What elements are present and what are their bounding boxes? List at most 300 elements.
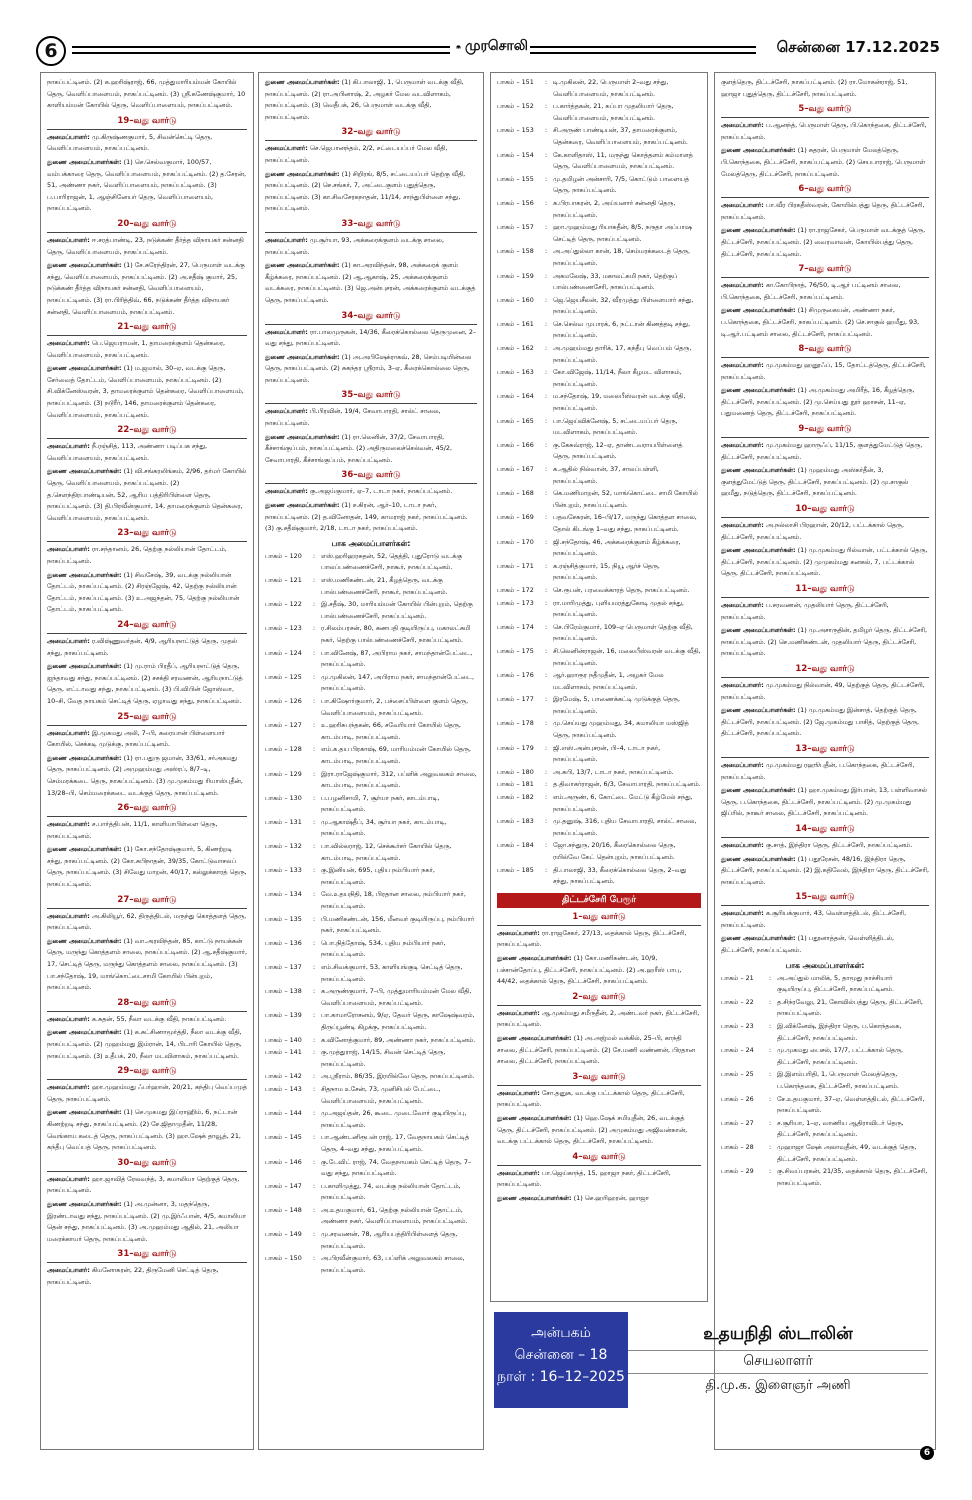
- deputies-details: (1) ச.கிரன், ஆர்–10, டாடா நகர், நாகப்பட்டினம். (2) த.வினோதன், 149, காமராஜ் நகர், நாகப்பட்டினம். (3) கு.சதீஷ்குமார், 2/18, டாடா நகர், நாகப்பட்டினம்.: [265, 501, 468, 533]
- booth-colon: :: [545, 695, 548, 704]
- booth-number: பாகம் – 185: [497, 865, 534, 874]
- organizer-details: செ.ஜெபானந்தம், 2/2, சட்டையப்பர் மேல வீதி, நாகப்பட்டினம்.: [265, 144, 448, 164]
- ward-heading: 3–வது வார்டு: [497, 1072, 701, 1086]
- booth-organizer: எம்.க.தய பிரகாஷ், 69, மாரியம்மன் கோயில் தெரு, காடம்பாடி, நாகப்பட்டினம்.: [321, 745, 471, 765]
- deputies-details: (1) மு.முகம்மது இன்சாத், தெற்குத் தெரு, திட்டச்சேரி, நாகப்பட்டினம். (2) ஜே.முகம்மது பாசித், தெற்குத் தெரு, திட்டச்சேரி, நாகப்பட்டினம்.: [721, 706, 920, 738]
- deputies-label: துணை அமைப்பாளர்கள்:: [721, 146, 796, 155]
- deputies-details: குளத்தெரு, திட்டச்சேரி, நாகப்பட்டினம். (2) ரா.மோகன்ராஜ், 51, ஹாஜா புதுத்தெரு, திட்டச்சேரி, நாகப்பட்டினம்.: [721, 78, 908, 98]
- organizer-label: அமைப்பாளர்:: [497, 928, 540, 937]
- ward-organizer: [721, 280, 929, 303]
- ward-organizer: [265, 406, 477, 429]
- deputies-label: துணை அமைப்பாளர்கள்:: [497, 1033, 572, 1042]
- booth-colon: :: [313, 1181, 316, 1190]
- deputies-label: துணை அமைப்பாளர்கள்:: [721, 226, 796, 235]
- booth-organizer: செ.ரூபன், பரவைக்காரத் தெரு, நாகப்பட்டினம்.: [553, 585, 690, 594]
- booth-colon: :: [313, 1254, 316, 1263]
- booth-organizer: கு.டேவிட் ராஜ், 74, வேதநாயகம் செட்டித் தெரு, 7–வது சந்து, நாகப்பட்டினம்.: [321, 1157, 472, 1178]
- deputies-label: துணை அமைப்பாளர்கள்:: [721, 466, 796, 475]
- booth-colon: :: [313, 793, 316, 802]
- booth-organizer: பதவசேகரன், 16–பி/17, மருந்து கொத்தள சாலை, தோல் கிடங்கு 1–வது சந்து, நாகப்பட்டினம்.: [553, 513, 697, 533]
- booth-number: பாகம் – 135: [265, 914, 302, 923]
- deputies-details: (1) சுதரன், பெருமாள் மேலத்தெரு, பி.கொந்தகை, திட்டச்சேரி, நாகப்பட்டினம். (2) செயபாராஜ், பெருமாள் மேலத்தெரு, திட்டச்சேரி, நாகப்பட்டினம்.: [721, 146, 926, 178]
- ad-line-1: அன்பகம்: [531, 1325, 591, 1341]
- organizer-label: அமைப்பாளர்:: [47, 1083, 90, 1092]
- ad-address-box: [494, 1312, 628, 1408]
- booth-organizer: ச.சூரியா, 1–ஏ, வாணிய ஆதிராவிடர் தெரு, திட்டச்சேரி, நாகப்பட்டினம்.: [777, 1118, 904, 1139]
- ward-deputies: [497, 1193, 701, 1205]
- booth-number: பாகம் – 125: [265, 672, 302, 681]
- booth-row: [265, 575, 477, 598]
- ward-heading: 29–வது வார்டு: [47, 1066, 247, 1080]
- booth-row: [497, 391, 701, 414]
- deputies-label: துணை அமைப்பாளர்கள்:: [721, 934, 796, 943]
- ward-organizer: [47, 819, 247, 842]
- booth-colon: :: [313, 938, 316, 947]
- organizer-details: பா.வீர பிரகதீஸ்வரன், கோயில்பத்து தெரு, திட்டச்சேரி, நாகப்பட்டினம்.: [721, 201, 925, 221]
- booth-number: பாகம் – 182: [497, 793, 534, 802]
- booth-organizer: கெ.மணிமாறன், 52, மாங்கொட்டை சாமி கோயில் பின்புறம், நாகப்பட்டினம்.: [553, 489, 698, 509]
- organizer-label: அமைப்பாளர்:: [47, 1266, 90, 1275]
- booth-row: [721, 1118, 929, 1141]
- ward-heading: 32–வது வார்டு: [265, 127, 477, 141]
- booth-row: [265, 672, 477, 695]
- booth-row: [265, 1157, 477, 1180]
- booth-colon: :: [313, 672, 316, 681]
- booth-organizer: சி.லெனின்ராஜன், 16, மலைபீஸ்வரன் வடக்கு வீதி, நாகப்பட்டினம்.: [553, 646, 701, 667]
- booth-row: [721, 1166, 929, 1189]
- booth-number: பாகம் – 166: [497, 440, 534, 449]
- booth-number: பாகம் – 133: [265, 866, 302, 875]
- ward-organizer: [721, 120, 929, 143]
- booth-row: [497, 295, 701, 318]
- organizer-details: மு.சூர்யா, 93, அக்கரைக்குளம் வடக்கு சாலை, நாகப்பட்டினம்.: [265, 235, 445, 256]
- booth-organizer: அகமலேஷ், 33, மகாலட்சுமி நகர், தெற்குப் பால்பண்ணைசேரி, நாகப்பட்டினம்.: [553, 271, 678, 292]
- organizer-label: அமைப்பாளர்:: [47, 820, 90, 829]
- organizer-label: அமைப்பாளர்:: [47, 235, 90, 244]
- booth-number: பாகம் – 175: [497, 646, 534, 655]
- booth-colon: :: [313, 1072, 316, 1081]
- booth-row: [265, 1047, 477, 1070]
- booth-row: [497, 792, 701, 815]
- booth-organizer: செ.பிரேம்குமார், 109–ஏ பெருமாள் தெற்கு வீதி, நாகப்பட்டினம்.: [553, 622, 693, 643]
- ward-deputies: [497, 1113, 701, 1148]
- booth-colon: :: [545, 198, 548, 207]
- ward-organizer: [497, 928, 701, 951]
- ward-heading: 8–வது வார்டு: [721, 344, 929, 358]
- booth-row: [265, 1108, 477, 1131]
- ward-heading: 30–வது வார்டு: [47, 1158, 247, 1172]
- booth-number: பாகம் – 25: [721, 1070, 754, 1079]
- ward-heading: 10–வது வார்டு: [721, 504, 929, 518]
- booth-colon: :: [545, 622, 548, 631]
- booth-organizer: ரா.மாரிமுத்து, புளியமரத்துகோடி முதல் சந்து, நாகப்பட்டினம்.: [553, 598, 684, 619]
- booth-row: [265, 648, 477, 671]
- booth-organizer: ப.காளிமுத்து, 74, வடக்கு நல்லியான் தோட்டம், நாகப்பட்டினம்.: [321, 1181, 461, 1202]
- booth-organizer: செ.செல்வ முபாரக், 6, நட்டான் கிணத்தடி சந்து, நாகப்பட்டினம்.: [553, 319, 691, 340]
- booth-row: [497, 646, 701, 669]
- ward-deputies: [47, 1199, 247, 1245]
- booth-number: பாகம் – 122: [265, 600, 302, 609]
- ward-deputies: [265, 500, 477, 535]
- booth-organizer: பா.ஆண்டனிரூபன் ராஜ், 17, வேதநாயகம் செட்டித் தெரு, 4–வது சந்து, நாகப்பட்டினம்.: [321, 1133, 470, 1153]
- organizer-label: அமைப்பாளர்:: [721, 760, 764, 769]
- organizer-label: அமைப்பாளர்:: [721, 361, 764, 370]
- booth-organizer: க.ரஞ்சித்குமார், 15, நியூ ஆர்ச் தெரு, நாகப்பட்டினம்.: [553, 561, 660, 582]
- ward-deputies: [721, 77, 929, 100]
- deputies-details: (1) அ.அஜ்மல் வக்கில், 25–பி, காந்தி சாலை, திட்டச்சேரி, நாகப்பட்டினம். (2) சே.மணி வண்ணன், பிரதான சாலை, திட்டச்சேரி, நாகப்பட்டினம்.: [497, 1033, 695, 1066]
- ward-organizer: [721, 908, 929, 931]
- booth-organizer: சி.அருண் பாண்டியன், 37, தாமரைக்குளம், தென்கரை, வெளிப்பாளையம், நாகப்பட்டினம்.: [553, 126, 688, 146]
- ward-heading: 15–வது வார்டு: [721, 892, 929, 906]
- organizer-label: அமைப்பாளர்:: [497, 1168, 540, 1177]
- deputies-details: (1) க.சுட்சிணாமூர்த்தி, நீலா வடக்கு வீதி, நாகப்பட்டினம். (2) முஹம்மது இம்ரான், 14, பிடாரி கோயில் தெரு, நாகப்பட்டினம். (3) உதீபக், 20, நீலா மடவிளாகம், நாகப்பட்டினம்.: [47, 1028, 242, 1060]
- deputies-details: (1) கி.பாலாஜி, 1, பெருமாள் வடக்கு வீதி, நாகப்பட்டினம். (2) ரா.அபினாஷ், 2, அழகர் மேல வடவிளாகம், நாகப்பட்டினம். (3) வெதீபக், 26, பெருமாள் வடக்கு வீதி, நாகப்பட்டினம்.: [265, 78, 464, 121]
- booth-colon: :: [769, 1142, 772, 1151]
- booth-row: [265, 1035, 477, 1047]
- booth-row: [265, 986, 477, 1009]
- booth-colon: :: [545, 817, 548, 826]
- booth-row: [497, 343, 701, 366]
- ward-organizer: [721, 840, 929, 852]
- booth-colon: :: [545, 793, 548, 802]
- booth-number: பாகம் – 183: [497, 817, 534, 826]
- ward-organizer: [265, 486, 477, 498]
- deputies-label: துணை அமைப்பாளர்கள்:: [265, 352, 340, 361]
- ward-organizer: [497, 1088, 701, 1111]
- booth-row: [497, 440, 701, 463]
- deputies-label: துணை அமைப்பாளர்கள்:: [47, 1199, 122, 1208]
- ward-heading: 23–வது வார்டு: [47, 528, 247, 542]
- booth-row: [721, 1045, 929, 1068]
- booth-organizer: மு.முகமது பைசல், 17/7, பட்டக்கால் தெரு, திட்டச்சேரி, நாகப்பட்டினம்.: [777, 1046, 904, 1066]
- organizer-details: ஹா.முஹம்மது ஃபர்ஹான், 20/21, கந்திபு வெப்பமுத் தெரு, நாகப்பட்டினம்.: [47, 1083, 247, 1103]
- booth-organizer: ம.சந்தோஷ், 19, மலைபீஸ்வரன் வடக்கு வீதி, நாகப்பட்டினம்.: [553, 392, 686, 413]
- booth-colon: :: [769, 1118, 772, 1127]
- ward-deputies: [265, 77, 477, 123]
- booth-number: பாகம் – 29: [721, 1167, 754, 1176]
- booth-number: பாகம் – 148: [265, 1205, 302, 1214]
- ward-heading: 6–வது வார்டு: [721, 184, 929, 198]
- deputies-details: (1) சிறிரங், 8/5, சட்டையப்பர் தெற்கு வீதி, நாகப்பட்டினம். (2) செ.சங்கர், 7, அட்டைகுளம் புதுத்தெரு, நாகப்பட்டினம். (3) கா.சிவசேரகநாதன், 11/14, சாந்துபிள்ளை சந்து, நாகப்பட்டினம்.: [265, 169, 466, 213]
- deputies-label: துணை அமைப்பாளர்கள்:: [47, 467, 122, 476]
- booth-row: [497, 840, 701, 863]
- booth-row: [497, 670, 701, 693]
- booth-organizer: சே.உதயகுமார், 37–ஏ, வெள்ளத்திடல், திட்டச்சேரி, நாகப்பட்டினம்.: [777, 1094, 925, 1115]
- ward-organizer: [721, 440, 929, 463]
- booth-colon: :: [313, 914, 316, 923]
- deputies-details: (1) வா.அரவிந்தன், 85, காட்டு நாயக்கன் தெரு, மருந்து கொத்தளம் சாலை, நாகப்பட்டினம். (2) ஆ.சதீஷ்குமார், 17, செட்டித் தெரு, மருந்து கொத்தளம் சாலை, நாகப்பட்டினம். (3) பா.சந்தோஷ், 19, மாங்கொட்டைசாமி கோயில் பின்புறம், நாகப்பட்டினம்.: [47, 936, 247, 992]
- organizer-label: அமைப்பாளர்:: [47, 442, 90, 451]
- organizer-label: அமைப்பாளர்:: [721, 680, 764, 689]
- organizer-details: க.சூரியக்குமார், 43, வெள்ளத்திடல், திட்டச்சேரி, நாகப்பட்டினம்.: [721, 909, 907, 929]
- booth-colon: :: [313, 1157, 316, 1166]
- booth-row: [721, 1142, 929, 1165]
- booth-colon: :: [313, 1048, 316, 1057]
- ward-heading: 28–வது வார்டு: [47, 998, 247, 1012]
- ward-organizer: [497, 1008, 701, 1031]
- booth-organizer: ப.கார்த்தகன், 21, கப்பா முதலியார் தெரு, வெளிப்பாளையம், நாகப்பட்டினம்.: [553, 102, 674, 122]
- booth-row: [497, 174, 701, 197]
- booth-row: [265, 962, 477, 985]
- booth-number: பாகம் – 138: [265, 987, 302, 996]
- booth-row: [265, 696, 477, 719]
- ward-organizer: [47, 1265, 247, 1288]
- deputies-details: (1) மு.ராம் பிரதீப், ஆரியநாட்டுத் தெரு, ஐந்தாவது சந்து, நாகப்பட்டினம். (2) சசக்தி சரவணன், ஆரியநாட்டுத் தெரு, எட்டாவது சந்து, நாகப்பட்டினம். (3) பி.விபின் ஜோஸ்வா, 10–சி, வேத நாயகம் செட்டித் தெரு, ஏழாவது சந்து, நாகப்பட்டினம்.: [47, 662, 243, 705]
- booth-number: பாகம் – 167: [497, 465, 534, 473]
- organizer-label: அமைப்பாளர்:: [721, 521, 764, 530]
- deputies-details: (1) கோ.சந்தோஷ்குமார், 5, கிணற்றடி சந்து, நாகப்பட்டினம். (2) கோ.சுபிநாதன், 39/35, கோட்டுவாசலப் தெரு, நாகப்பட்டினம். (3) சிவேது மாறன், 40/17, கல்லுக்காரத் தெரு, நாகப்பட்டினம்.: [47, 845, 247, 889]
- booth-row: [497, 416, 701, 439]
- deputies-details: (1) பதூனாத்தன், வெள்ளித்திடல், திட்டச்சேரி, நாகப்பட்டினம்.: [721, 934, 895, 955]
- booth-row: [497, 319, 701, 342]
- booth-organizer: கோ.விஜேஷ், 11/14, நீலா கீழமட விளாகம், நாகப்பட்டினம்.: [553, 368, 682, 388]
- booth-number: பாகம் – 172: [497, 585, 534, 594]
- ward-heading: 9–வது வார்டு: [721, 424, 929, 438]
- organizer-label: அமைப்பாளர்:: [47, 636, 90, 645]
- ward-deputies: [47, 753, 247, 799]
- ward-deputies: [721, 625, 929, 660]
- ward-heading: 31–வது வார்டு: [47, 1249, 247, 1263]
- booth-row: [265, 1205, 477, 1228]
- organizer-label: அமைப்பாளர்:: [265, 235, 308, 244]
- booth-colon: :: [545, 719, 548, 728]
- organizer-label: அமைப்பாளர்:: [47, 1174, 90, 1183]
- booth-organizer: தி.பாலாஜி, 33, கீரைக்கொல்லை தெரு, 2–வது சந்து, நாகப்பட்டினம்.: [553, 865, 687, 886]
- deputies-details: (1) ரா.பதுரு ஜமான், 33/61, சர்அகமது தெரு, நாகப்பட்டினம். (2) அமுஹம்மது அஸ்ரப், 8/7–டி, செம்மரக்கடை தெரு, நாகப்பட்டினம். (3) மு.முகம்மது ரியாஸ்புதீன், 13/28–பி, செம்மரைக்கடை வடக்குத் தெரு, நாகப்பட்டினம்.: [47, 753, 243, 797]
- booth-organizer: எஸ்.மணிகண்டன், 21, கீழத்தெரு, வடக்கு பால்பண்ணைச்சேரி, நாகூர், நாகப்பட்டினம்.: [321, 576, 448, 596]
- organizer-label: அமைப்பாளர்:: [721, 121, 764, 130]
- ward-organizer: [47, 1014, 247, 1026]
- booth-number: பாகம் – 150: [265, 1254, 302, 1263]
- organizer-details: ர.விஷ்ணுவர்தன், 4/9, ஆரியநாட்டுத் தெரு, முதல் சந்து, நாகப்பட்டினம்.: [47, 636, 238, 657]
- booth-number: பாகம் – 134: [265, 890, 302, 899]
- booth-colon: :: [545, 585, 548, 594]
- booth-row: [497, 718, 701, 741]
- booth-colon: :: [545, 319, 548, 328]
- booth-organizer: அ.சுபி, 13/7, டாடா நகர், நாகப்பட்டினம்.: [553, 767, 674, 776]
- deputies-details: (1) செ.முகமது இப்ராஹிம், 6, நட்டான் கிணற்றடி சந்து, நாகப்பட்டினம். (2) சே.ஜிதாமுதீன், 11/28, வெங்காய கடைத் தெரு, நாகப்பட்டினம். (3) ஹா.ஷேக் தாவூத், 21, கந்தீபு வெப்பத் தெரு, நாகப்பட்டினம்.: [47, 1108, 241, 1152]
- booth-number: பாகம் – 155: [497, 174, 534, 183]
- ward-organizer: [47, 1082, 247, 1105]
- ward-organizer: [47, 911, 247, 934]
- booth-row: [497, 767, 701, 779]
- ward-organizer: [265, 235, 477, 258]
- booth-number: பாகம் – 22: [721, 997, 754, 1006]
- organizer-label: அமைப்பாளர்:: [47, 545, 90, 554]
- booth-colon: :: [313, 696, 316, 705]
- booth-organizer: பா.ஜெய்விக்னேஷ், 5, சட்டையப்பர் தெரு, மடவிளாகம், நாகப்பட்டினம்.: [553, 416, 678, 437]
- booth-number: பாகம் – 184: [497, 841, 534, 850]
- booth-number: பாகம் – 124: [265, 648, 302, 657]
- booth-colon: :: [545, 416, 548, 425]
- booth-colon: :: [313, 1133, 316, 1142]
- booth-number: பாகம் – 143: [265, 1084, 302, 1093]
- booth-organizer: க.வினோத்குமார், 89, அண்ணா நகர், நாகப்பட்டினம்.: [321, 1035, 476, 1044]
- booth-number: பாகம் – 141: [265, 1048, 302, 1057]
- deputies-label: துணை அமைப்பாளர்கள்:: [265, 78, 340, 86]
- ward-heading: 26–வது வார்டு: [47, 803, 247, 817]
- booth-colon: :: [769, 1094, 772, 1103]
- booth-number: பாகம் – 21: [721, 973, 754, 982]
- booth-row: [497, 101, 701, 124]
- column-4: [714, 72, 936, 1450]
- ward-deputies: [47, 1107, 247, 1153]
- booth-row: [265, 1229, 477, 1252]
- ward-deputies: [47, 157, 247, 215]
- booth-colon: :: [545, 392, 548, 401]
- booth-colon: :: [545, 271, 548, 280]
- booth-colon: :: [313, 551, 316, 560]
- booth-colon: :: [545, 368, 548, 377]
- booth-row: [497, 488, 701, 511]
- booth-number: பாகம் – 174: [497, 622, 534, 631]
- booth-organizer: மு.தனுஷ், 316, புதிய சேவாபாரதி, சால்ட் சாலை, நாகப்பட்டினம்.: [553, 817, 697, 837]
- ward-heading: 14–வது வார்டு: [721, 824, 929, 838]
- booth-number: பாகம் – 179: [497, 743, 534, 752]
- booth-organizer: பா.வில்லராஜ், 12, செக்கூர்சர் கோயில் தெரு, காடம்பாடி, நாகப்பட்டினம்.: [321, 842, 452, 862]
- booth-row: [265, 889, 477, 912]
- organizer-details: ப.ஆனந்த், பெருமாள் தெரு, பி.கொந்தகை, திட்டச்சேரி, நாகப்பட்டினம்.: [721, 121, 927, 141]
- organizer-label: அமைப்பாளர்:: [721, 441, 764, 450]
- booth-row: [497, 464, 701, 487]
- booth-colon: :: [313, 1109, 316, 1118]
- booth-number: பாகம் – 120: [265, 551, 302, 560]
- ward-heading: 22–வது வார்டு: [47, 425, 247, 439]
- booth-organizer: அ.அப்துல்லா கான், 18, செம்மரக்கடைத் தெரு, நாகப்பட்டினம்.: [553, 247, 691, 267]
- organizer-details: மு.முகம்மது ரஹூபுதீன், ப.கொந்தகை, திட்டச்சேரி, நாகப்பட்டினம்.: [721, 760, 915, 781]
- ad-line-2: சென்னை – 18: [514, 1347, 608, 1363]
- booth-row: [497, 125, 701, 148]
- ward-heading: 25–வது வார்டு: [47, 712, 247, 726]
- booth-organizer: பி.மணிகண்டன், 156, மீனவர் குடியிருப்பு, நம்பியார் நகர், நாகப்பட்டினம்.: [321, 914, 475, 935]
- ward-heading: 1–வது வார்டு: [497, 912, 701, 926]
- deputies-label: துணை அமைப்பாளர்கள்:: [721, 306, 796, 315]
- booth-number: பாகம் – 180: [497, 767, 534, 776]
- deputies-label: துணை அமைப்பாளர்கள்:: [497, 953, 572, 962]
- booth-organizer: எஸ்.ஹரிஹரசுதன், 52, தெத்தி, புதுரோடு வடக்கு பாலப்பண்ணைச்சேரி, நாகூர், நாகப்பட்டினம்.: [321, 551, 462, 572]
- booth-number: பாகம் – 156: [497, 198, 534, 207]
- organizer-details: கு.அஜய்குமார், ஏ–7, டாடா நகர், நாகப்பட்டினம்.: [307, 487, 453, 496]
- booth-number: பாகம் – 149: [265, 1230, 302, 1239]
- ward-heading: 13–வது வார்டு: [721, 744, 929, 758]
- ward-heading: 5–வது வார்டு: [721, 104, 929, 118]
- ward-deputies: [721, 785, 929, 820]
- booth-organizer: க.அருண்குமார், 7–பி, முத்துமாரியம்மன் மேல வீதி, வெளிப்பாளையம், நாகப்பட்டினம்.: [321, 987, 472, 1007]
- header-date: சென்னை 17.12.2025: [776, 38, 940, 56]
- booth-row: [497, 246, 701, 269]
- booth-colon: :: [545, 598, 548, 607]
- booth-organizer: இரமேஷ், 5, பாணைக்கட்டி முடுக்குத் தெரு, நாகப்பட்டினம்.: [553, 695, 681, 715]
- booth-organizer: ஜி.எஸ்.அன்புசரன், பி–4, டாடா நகர், நாகப்பட்டினம்.: [553, 743, 661, 764]
- booth-row: [497, 561, 701, 584]
- booth-organizer: அ.பிரவீன்குமார், 63, பப்ளிக் அலுவலகம் சாலை, நாகப்பட்டினம்.: [321, 1254, 465, 1274]
- deputies-label: துணை அமைப்பாளர்கள்:: [47, 570, 122, 579]
- booth-row: [265, 623, 477, 646]
- organizer-details: அ.நல்லாசி பிரஹான், 20/12, பட்டக்கால் தெரு, திட்டச்சேரி, நாகப்பட்டினம்.: [721, 521, 904, 541]
- ward-deputies: [47, 363, 247, 421]
- booth-number: பாகம் – 137: [265, 963, 302, 971]
- booth-number: பாகம் – 171: [497, 561, 534, 570]
- booth-row: [497, 816, 701, 839]
- ward-organizer: [265, 327, 477, 350]
- deputies-label: துணை அமைப்பாளர்கள்:: [721, 386, 796, 395]
- ward-deputies: [721, 465, 929, 500]
- ward-deputies: [265, 260, 477, 306]
- booth-number: பாகம் – 123: [265, 624, 302, 633]
- booth-row: [497, 537, 701, 560]
- deputies-details: நாகப்பட்டினம். (2) க.ஹரிஷ்ராஜ், 66, முத்துமாரியம்மன் கோயில் தெரு, வெளிப்பாளையம், நாகப்பட்டினம். (3) ஸ்ரீ.கணேஷ்குமார், 10 காளியம்மன் கோயில் தெரு, வெளிப்பாளையம், நாகப்பட்டினம்.: [47, 78, 246, 110]
- booth-organizer: இ.சதீஷ், 30, மாரியம்மன் கோயில் பின்புறம், தெற்கு பால்பண்ணைச்சேரி, நாகப்பட்டினம்.: [321, 600, 473, 620]
- ward-deputies: [265, 169, 477, 215]
- booth-organizer: மு.செய்யது முஹம்மது, 34, கமாலியா மஸ்ஜித் தெரு, நாகப்பட்டினம்.: [553, 719, 689, 740]
- booth-number: பாகம் – 23: [721, 1022, 754, 1031]
- ward-deputies: [47, 570, 247, 616]
- section-title-thittacheri: திட்டச்சேரி பேரூர்: [497, 893, 701, 908]
- organizer-details: ரா.சந்தானம், 26, தெற்கு நல்லியான் தோட்டம், நாகப்பட்டினம்.: [47, 545, 227, 565]
- booth-organizer: கு.முத்துராஜ், 14/15, சிவன் செட்டித் தெரு, நாகப்பட்டினம்.: [321, 1048, 446, 1068]
- ward-deputies: [47, 77, 247, 112]
- booth-organizer: அ.ஸ்ரீராம், 86/35, இரயில்வே தெரு, நாகப்பட்டினம்.: [321, 1072, 475, 1081]
- deputies-details: (1) வி.சங்கரலிங்கம், 2/96, தர்மர் கோயில் தெரு, வெளிப்பாளையம், நாகப்பட்டினம். (2) த.சௌந்திரபாண்டியன், 52, ஆரிய பத்திரிபிள்ளை தெரு, நாகப்பட்டினம். (3) தி.பிரவீன்குமார், 14, தாமரைக்குளம் தென்கரை, வெளிப்பாளையம், நாகப்பட்டினம்.: [47, 467, 247, 522]
- booth-row: [721, 1094, 929, 1117]
- ward-heading: 34–வது வார்டு: [265, 311, 477, 325]
- booth-number: பாகம் – 28: [721, 1142, 754, 1151]
- ward-heading: 4–வது வார்டு: [497, 1152, 701, 1166]
- deputies-details: (1) சிமுருகையன், அண்ணா நகர், ப.கொந்தகை, திட்டச்சேரி, நாகப்பட்டினம். (2) செ.சாகுல் ஹமீது, 93, டி.ஆர்.பட்டினம் சாலை, திட்டச்சேரி, நாகப்பட்டினம்.: [721, 306, 920, 338]
- deputies-details: (1) அ.முன்னா, 3, மதந்தெரு, இரண்டாவது சந்து, நாகப்பட்டினம். (2) மு.இர்ஃபான், 4/5, கமாலியா தென் சந்து, நாகப்பட்டினம். (3) அ.முஹம்மது ஆதில், 21, அலியா மரைக்காயர் தெரு, நாகப்பட்டினம்.: [47, 1199, 246, 1243]
- deputies-details: (1) செ.செல்வகுமார், 100/57, வம்பக்காரை தெரு, வெளிப்பாளையம், நாகப்பட்டினம். (2) த.சேரன், 51, அண்ணா நகர், வெளிப்பாளையம், நாகப்பட்டினம். (3) ப.பாரிராஜன், 1, ஆஞ்சினேயர் தெரு, வெளிப்பாளையம், நாகப்பட்டினம்.: [47, 157, 247, 213]
- ward-deputies: [497, 953, 701, 988]
- ad-wing: தி.மு.க. இளைஞர் அணி: [705, 1378, 851, 1393]
- booth-row: [265, 1071, 477, 1083]
- booth-number: பாகம் – 121: [265, 576, 302, 584]
- booth-number: பாகம் – 164: [497, 392, 534, 401]
- ward-deputies: [47, 936, 247, 994]
- booth-colon: :: [545, 465, 548, 473]
- booth-row: [265, 1132, 477, 1155]
- ward-deputies: [721, 305, 929, 340]
- deputies-details: (1) செ.ஹரிஹரன், ஹாஜா: [573, 1193, 649, 1202]
- ward-deputies: [47, 844, 247, 890]
- booth-colon: :: [313, 890, 316, 899]
- ad-role: செயலாளர்: [628, 1350, 928, 1374]
- booth-colon: :: [313, 745, 316, 754]
- ad-line-3: நாள் : 16–12–2025: [497, 1369, 625, 1385]
- ward-heading: 12–வது வார்டு: [721, 664, 929, 678]
- booth-number: பாகம் – 159: [497, 271, 534, 280]
- booth-list-heading: பாக அமைப்பாளர்கள்:: [785, 960, 865, 970]
- booth-colon: :: [313, 1230, 316, 1239]
- booth-colon: :: [313, 600, 316, 609]
- booth-colon: :: [313, 721, 316, 730]
- booth-row: [497, 367, 701, 390]
- organizer-label: அமைப்பாளர்:: [47, 911, 90, 920]
- booth-number: பாகம் – 151: [497, 78, 534, 86]
- booth-colon: :: [545, 247, 548, 256]
- booth-colon: :: [313, 769, 316, 778]
- booth-row: [265, 1181, 477, 1204]
- organizer-details: மு.முகம்மது ஹனூஃப், 15, தோட்டத்தெரு, திட்டச்சேரி, நாகப்பட்டினம்.: [721, 361, 926, 381]
- booth-organizer: இ.இளம்பரிதி, 1, பெருமாள் மேலத்தெரு, ப.கொந்தகை, திட்டச்சேரி, நாகப்பட்டினம்.: [777, 1070, 899, 1090]
- deputies-label: துணை அமைப்பாளர்கள்:: [721, 706, 796, 715]
- deputies-label: துணை அமைப்பாளர்கள்:: [721, 626, 796, 635]
- organizer-label: அமைப்பாளர்:: [265, 407, 308, 416]
- deputies-details: (1) ரா.லெனின், 37/2, சேவாபாரதி, கீச்சாங்குப்பம், நாகப்பட்டினம். (2) அதிருமலைச்செல்வன், 45/2, சேவாபாரதி, கீச்சாங்குப்பம், நாகப்பட்டினம்.: [265, 432, 453, 464]
- booth-organizer: கே.காளிதாஸ், 11, மருந்து கொத்தளம் கம்மாளத் தெரு, வெளிப்பாளையம், நாகப்பட்டினம்.: [553, 150, 693, 171]
- booth-organizer: ஹா.முஹம்மது ரியாசுதீன், 8/5, நருதா அப்பாஷ செட்டித் தெரு, நாகப்பட்டினம்.: [553, 223, 693, 243]
- deputies-label: துணை அமைப்பாளர்கள்:: [265, 432, 340, 441]
- booth-organizer: எம்.அருண், 6, கோட்டை மேட்டு கீழ்மேல் சந்து, நாகப்பட்டினம்.: [553, 793, 693, 813]
